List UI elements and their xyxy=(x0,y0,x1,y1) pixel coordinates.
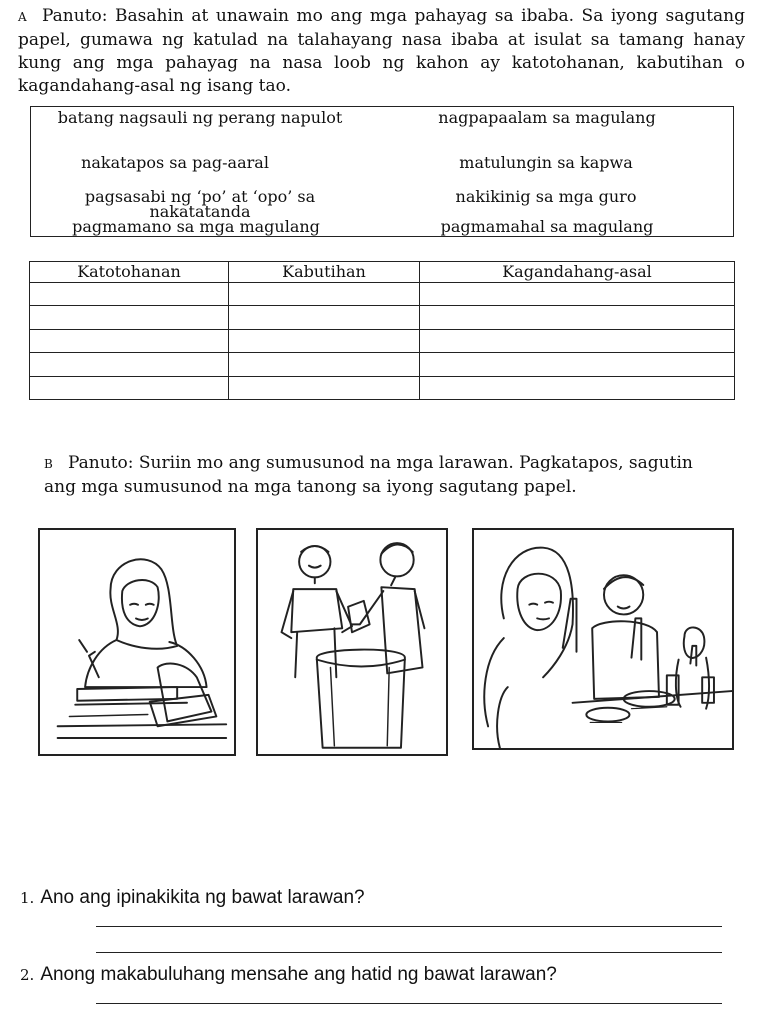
answer-cell xyxy=(229,329,420,352)
question-2-text: Anong makabuluhang mensahe ang hatid ng bawat larawan? xyxy=(40,964,557,985)
boys-throwing-trash-illustration xyxy=(256,528,448,756)
answer-cell xyxy=(229,376,420,399)
header-katotohanan: Katotohanan xyxy=(30,262,229,283)
answer-cell xyxy=(30,353,229,376)
question-1 xyxy=(20,887,365,909)
family-praying-illustration xyxy=(472,528,734,750)
answer-cell xyxy=(30,376,229,399)
statement-item: pagmamano sa mga magulang xyxy=(72,217,320,236)
question-1-text: Ano ang ipinakikita ng bawat larawan? xyxy=(40,887,365,908)
answer-cell xyxy=(420,283,735,306)
statement-box xyxy=(30,106,734,237)
part-b-instructions xyxy=(44,452,704,499)
part-a-instructions xyxy=(18,5,745,98)
part-b-marker: B xyxy=(44,457,53,471)
answer-cell xyxy=(30,306,229,329)
statement-item: nakatapos sa pag-aaral xyxy=(81,153,269,172)
statement-item: pagsasabi ng ‘po’ at ‘opo’ sa nakatatanda xyxy=(84,187,316,221)
statement-item: matulungin sa kapwa xyxy=(459,153,633,172)
statement-item: nagpapaalam sa magulang xyxy=(438,108,656,127)
answer-cell xyxy=(420,353,735,376)
answer-cell xyxy=(420,376,735,399)
question-2 xyxy=(20,964,557,986)
answer-cell xyxy=(229,353,420,376)
answer-cell xyxy=(229,283,420,306)
answer-cell xyxy=(229,306,420,329)
answer-line xyxy=(96,952,722,953)
answer-cell xyxy=(420,329,735,352)
statement-item: nakikinig sa mga guro xyxy=(455,187,637,206)
part-a-text: Panuto: Basahin at unawain mo ang mga pahayag sa ibaba. Sa iyong sagutang papel, gumawa ng katulad na talahayang nasa ibaba at isulat sa tamang hanay kung ang mga pahayag na nasa loob ng kahon ay katotohanan, kabutihan o kagandahang-asal ng isang tao. xyxy=(18,6,745,96)
statement-item: batang nagsauli ng perang napulot xyxy=(57,108,343,127)
question-1-number: 1. xyxy=(20,889,35,907)
question-2-number: 2. xyxy=(20,966,35,984)
part-b-text: Panuto: Suriin mo ang sumusunod na mga larawan. Pagkatapos, sagutin ang mga sumusunod na mga tanong sa iyong sagutang papel. xyxy=(44,453,693,497)
sorting-table xyxy=(29,261,734,400)
statement-item: pagmamahal sa magulang xyxy=(440,217,654,236)
answer-line xyxy=(96,1003,722,1004)
girl-studying-illustration xyxy=(38,528,236,756)
answer-cell xyxy=(30,329,229,352)
header-kagandahang-asal: Kagandahang-asal xyxy=(420,262,735,283)
answer-cell xyxy=(420,306,735,329)
answer-cell xyxy=(30,283,229,306)
part-a-marker: A xyxy=(18,10,27,24)
answer-line xyxy=(96,926,722,927)
header-kabutihan: Kabutihan xyxy=(229,262,420,283)
